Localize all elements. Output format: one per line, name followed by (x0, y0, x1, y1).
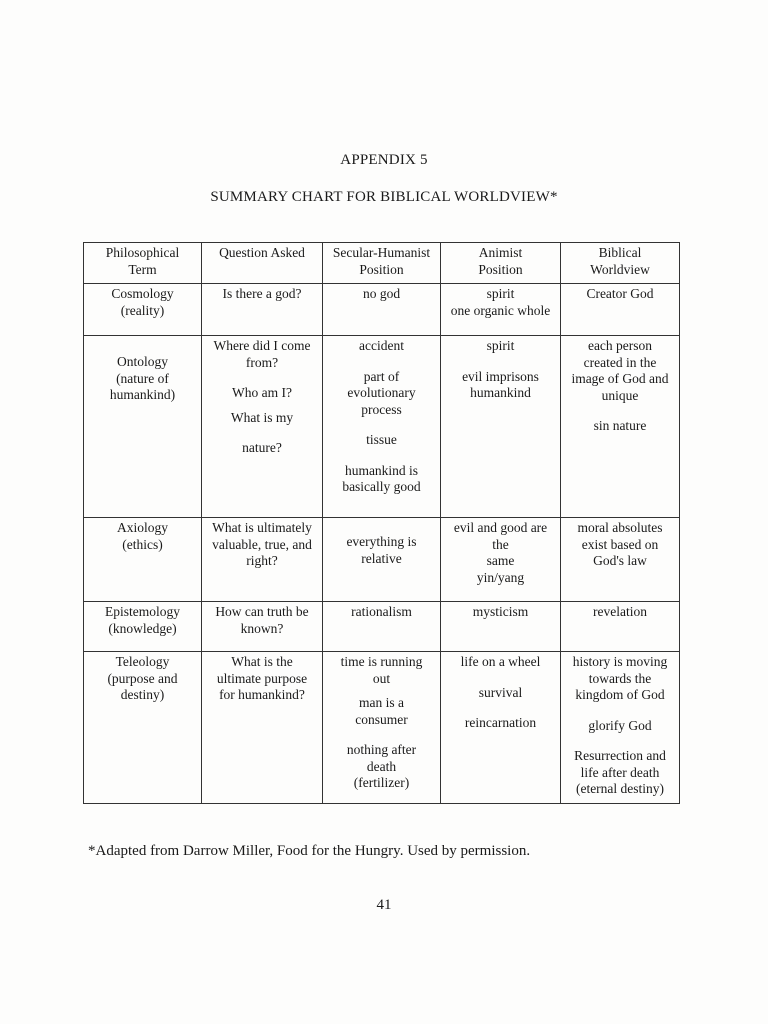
cell-question: Is there a god? (202, 284, 323, 336)
row-epistemology (84, 602, 680, 652)
cell-term: Epistemology (knowledge) (84, 602, 202, 652)
cell-animist: spirit one organic whole (441, 284, 561, 336)
header-question-asked: Question Asked (202, 243, 323, 284)
cell-secular: rationalism (323, 602, 441, 652)
appendix-heading: APPENDIX 5 (340, 152, 428, 168)
row-axiology (84, 518, 680, 602)
cell-question: What is ultimately valuable, true, and right? (202, 518, 323, 602)
row-cosmology (84, 284, 680, 336)
header-animist: Animist Position (441, 243, 561, 284)
cell-secular: time is running out man is a consumer nothing after death (fertilizer) (323, 652, 441, 804)
worldview-summary-table (83, 242, 680, 804)
cell-animist: life on a wheel survival reincarnation (441, 652, 561, 804)
cell-question: What is the ultimate purpose for humankind? (202, 652, 323, 804)
cell-question: How can truth be known? (202, 602, 323, 652)
cell-term: Teleology (purpose and destiny) (84, 652, 202, 804)
footnote: *Adapted from Darrow Miller, Food for the Hungry. Used by permission. (88, 843, 531, 859)
row-teleology (84, 652, 680, 804)
page-number: 41 (376, 897, 392, 913)
cell-term: Axiology (ethics) (84, 518, 202, 602)
cell-biblical: history is moving towards the kingdom of God glorify God Resurrection and life after death (eternal destiny) (561, 652, 680, 804)
cell-biblical: Creator God (561, 284, 680, 336)
cell-animist: mysticism (441, 602, 561, 652)
header-biblical: Biblical Worldview (561, 243, 680, 284)
header-row (84, 243, 680, 284)
cell-animist: spirit evil imprisons humankind (441, 336, 561, 518)
cell-biblical: each person created in the image of God and unique sin nature (561, 336, 680, 518)
cell-question: Where did I come from? Who am I? What is my nature? (202, 336, 323, 518)
row-ontology (84, 336, 680, 518)
chart-title: SUMMARY CHART FOR BIBLICAL WORLDVIEW* (210, 189, 558, 205)
cell-term: Ontology (nature of humankind) (84, 336, 202, 518)
header-philosophical-term: Philosophical Term (84, 243, 202, 284)
cell-term: Cosmology (reality) (84, 284, 202, 336)
cell-biblical: revelation (561, 602, 680, 652)
header-secular-humanist: Secular-Humanist Position (323, 243, 441, 284)
cell-secular: accident part of evolutionary process tissue humankind is basically good (323, 336, 441, 518)
cell-biblical: moral absolutes exist based on God's law (561, 518, 680, 602)
cell-animist: evil and good are the same yin/yang (441, 518, 561, 602)
cell-secular: everything is relative (323, 518, 441, 602)
cell-secular: no god (323, 284, 441, 336)
